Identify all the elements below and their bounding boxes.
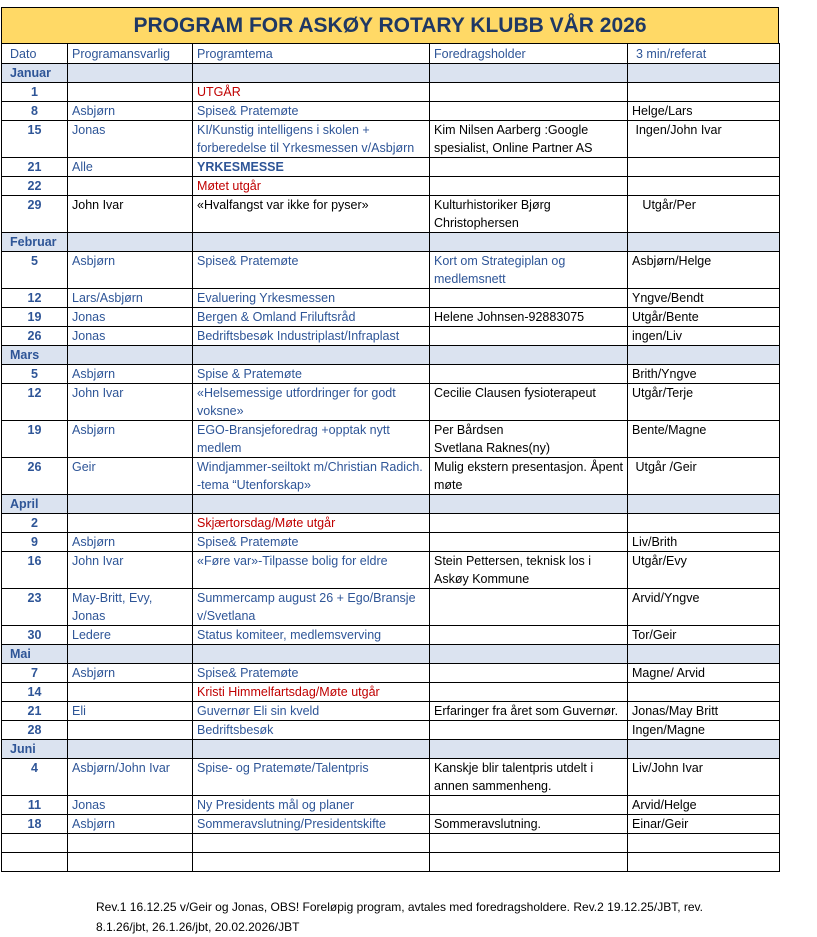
table-row: [2, 196, 780, 233]
empty-cell: [68, 853, 193, 872]
cell-referat: ingen/Liv: [628, 327, 780, 346]
cell-referat: Jonas/May Britt: [628, 702, 780, 721]
cell-programtema: UTGÅR: [193, 83, 430, 102]
month-row: [2, 495, 780, 514]
empty-cell: [193, 834, 430, 853]
month-cell: [68, 740, 193, 759]
cell-dato: 28: [2, 721, 68, 740]
cell-dato: 26: [2, 327, 68, 346]
cell-programansvarlig: Asbjørn: [68, 421, 193, 458]
cell-dato: 11: [2, 796, 68, 815]
cell-programansvarlig: John Ivar: [68, 196, 193, 233]
cell-foredragsholder: Mulig ekstern presentasjon. Åpent møte: [430, 458, 628, 495]
cell-referat: [628, 158, 780, 177]
table-row: [2, 589, 780, 626]
cell-referat: Einar/Geir: [628, 815, 780, 834]
cell-referat: Magne/ Arvid: [628, 664, 780, 683]
cell-programansvarlig: Asbjørn: [68, 252, 193, 289]
table-row: [2, 721, 780, 740]
cell-dato: 18: [2, 815, 68, 834]
month-cell: [628, 740, 780, 759]
cell-programtema: Spise& Pratemøte: [193, 102, 430, 121]
empty-cell: [628, 834, 780, 853]
cell-referat: [628, 177, 780, 196]
cell-programansvarlig: Jonas: [68, 121, 193, 158]
table-row: [2, 796, 780, 815]
cell-dato: 15: [2, 121, 68, 158]
cell-programansvarlig: Asbjørn: [68, 533, 193, 552]
cell-referat: Arvid/Yngve: [628, 589, 780, 626]
table-row: [2, 552, 780, 589]
cell-programansvarlig: Asbjørn: [68, 815, 193, 834]
table-row: [2, 177, 780, 196]
cell-foredragsholder: Kanskje blir talentpris utdelt i annen sammenheng.: [430, 759, 628, 796]
cell-dato: 9: [2, 533, 68, 552]
header-row: [2, 44, 780, 64]
empty-cell: [68, 834, 193, 853]
month-cell: [193, 64, 430, 83]
cell-referat: [628, 683, 780, 702]
cell-dato: 19: [2, 308, 68, 327]
cell-dato: 2: [2, 514, 68, 533]
cell-foredragsholder: [430, 83, 628, 102]
month-cell: [68, 495, 193, 514]
table-row: [2, 121, 780, 158]
cell-programtema: EGO-Bransjeforedrag +opptak nytt medlem: [193, 421, 430, 458]
cell-programansvarlig: Asbjørn: [68, 102, 193, 121]
cell-dato: 1: [2, 83, 68, 102]
cell-programansvarlig: [68, 683, 193, 702]
month-cell: [628, 495, 780, 514]
cell-foredragsholder: Helene Johnsen-92883075: [430, 308, 628, 327]
cell-dato: 7: [2, 664, 68, 683]
cell-referat: Tor/Geir: [628, 626, 780, 645]
cell-programtema: YRKESMESSE: [193, 158, 430, 177]
cell-foredragsholder: Kim Nilsen Aarberg :Google spesialist, Online Partner AS: [430, 121, 628, 158]
month-cell: [430, 64, 628, 83]
cell-dato: 29: [2, 196, 68, 233]
cell-referat: Ingen/John Ivar: [628, 121, 780, 158]
cell-referat: Ingen/Magne: [628, 721, 780, 740]
cell-programtema: «Helsemessige utfordringer for godt voksne»: [193, 384, 430, 421]
cell-foredragsholder: Kort om Strategiplan og medlemsnett: [430, 252, 628, 289]
month-cell: [193, 645, 430, 664]
header-referat: 3 min/referat: [628, 44, 780, 64]
empty-row: [2, 853, 780, 872]
cell-programansvarlig: John Ivar: [68, 384, 193, 421]
cell-dato: 14: [2, 683, 68, 702]
cell-programtema: Møtet utgår: [193, 177, 430, 196]
table-row: [2, 533, 780, 552]
table-row: [2, 327, 780, 346]
cell-programtema: Guvernør Eli sin kveld: [193, 702, 430, 721]
header-foredragsholder: Foredragsholder: [430, 44, 628, 64]
cell-programtema: KI/Kunstig intelligens i skolen + forberedelse til Yrkesmessen v/Asbjørn: [193, 121, 430, 158]
cell-programtema: Bergen & Omland Friluftsråd: [193, 308, 430, 327]
month-row: [2, 645, 780, 664]
cell-foredragsholder: [430, 589, 628, 626]
cell-programtema: Skjærtorsdag/Møte utgår: [193, 514, 430, 533]
month-label: Mai: [2, 645, 68, 664]
month-label: April: [2, 495, 68, 514]
cell-foredragsholder: [430, 664, 628, 683]
cell-dato: 8: [2, 102, 68, 121]
table-row: [2, 815, 780, 834]
empty-row: [2, 834, 780, 853]
month-cell: [68, 64, 193, 83]
cell-programansvarlig: Ledere: [68, 626, 193, 645]
table-row: [2, 83, 780, 102]
table-row: [2, 158, 780, 177]
cell-dato: 5: [2, 365, 68, 384]
cell-referat: Bente/Magne: [628, 421, 780, 458]
month-label: Juni: [2, 740, 68, 759]
empty-cell: [2, 853, 68, 872]
table-row: [2, 421, 780, 458]
cell-programansvarlig: Eli: [68, 702, 193, 721]
program-table: [1, 43, 780, 872]
table-row: [2, 289, 780, 308]
cell-dato: 23: [2, 589, 68, 626]
empty-cell: [628, 853, 780, 872]
cell-programansvarlig: May-Britt, Evy, Jonas: [68, 589, 193, 626]
cell-referat: Utgår/Bente: [628, 308, 780, 327]
empty-cell: [2, 834, 68, 853]
cell-programtema: «Hvalfangst var ikke for pyser»: [193, 196, 430, 233]
month-row: [2, 740, 780, 759]
cell-foredragsholder: Sommeravslutning.: [430, 815, 628, 834]
month-row: [2, 64, 780, 83]
table-row: [2, 102, 780, 121]
cell-programtema: Bedriftsbesøk Industriplast/Infraplast: [193, 327, 430, 346]
cell-programtema: Spise- og Pratemøte/Talentpris: [193, 759, 430, 796]
month-cell: [193, 346, 430, 365]
cell-referat: Liv/John Ivar: [628, 759, 780, 796]
header-programtema: Programtema: [193, 44, 430, 64]
month-cell: [628, 346, 780, 365]
cell-foredragsholder: [430, 158, 628, 177]
month-row: [2, 233, 780, 252]
month-label: Mars: [2, 346, 68, 365]
header-dato: Dato: [2, 44, 68, 64]
cell-dato: 30: [2, 626, 68, 645]
cell-referat: Liv/Brith: [628, 533, 780, 552]
cell-programansvarlig: John Ivar: [68, 552, 193, 589]
table-row: [2, 664, 780, 683]
cell-referat: Yngve/Bendt: [628, 289, 780, 308]
cell-programansvarlig: Jonas: [68, 796, 193, 815]
table-row: [2, 458, 780, 495]
cell-programtema: Ny Presidents mål og planer: [193, 796, 430, 815]
program-sheet: [1, 7, 779, 872]
month-cell: [68, 233, 193, 252]
page-title: PROGRAM FOR ASKØY ROTARY KLUBB VÅR 2026: [1, 7, 779, 44]
cell-programansvarlig: Jonas: [68, 327, 193, 346]
cell-foredragsholder: [430, 533, 628, 552]
cell-dato: 21: [2, 702, 68, 721]
cell-programtema: Bedriftsbesøk: [193, 721, 430, 740]
month-cell: [628, 233, 780, 252]
cell-dato: 4: [2, 759, 68, 796]
cell-foredragsholder: [430, 289, 628, 308]
cell-programtema: Status komiteer, medlemsverving: [193, 626, 430, 645]
month-cell: [68, 346, 193, 365]
table-row: [2, 252, 780, 289]
cell-dato: 12: [2, 384, 68, 421]
cell-foredragsholder: [430, 365, 628, 384]
cell-referat: Utgår/Evy: [628, 552, 780, 589]
cell-dato: 16: [2, 552, 68, 589]
cell-dato: 19: [2, 421, 68, 458]
cell-programtema: «Føre var»-Tilpasse bolig for eldre: [193, 552, 430, 589]
table-row: [2, 759, 780, 796]
empty-cell: [193, 853, 430, 872]
cell-foredragsholder: Stein Pettersen, teknisk los i Askøy Kommune: [430, 552, 628, 589]
cell-dato: 21: [2, 158, 68, 177]
cell-foredragsholder: [430, 683, 628, 702]
cell-programtema: Spise& Pratemøte: [193, 664, 430, 683]
cell-programansvarlig: [68, 721, 193, 740]
cell-foredragsholder: [430, 514, 628, 533]
month-cell: [193, 233, 430, 252]
cell-programtema: Spise& Pratemøte: [193, 533, 430, 552]
cell-foredragsholder: [430, 721, 628, 740]
month-cell: [193, 740, 430, 759]
cell-foredragsholder: [430, 177, 628, 196]
cell-foredragsholder: Per Bårdsen Svetlana Raknes(ny): [430, 421, 628, 458]
cell-foredragsholder: Erfaringer fra året som Guvernør.: [430, 702, 628, 721]
cell-programtema: Summercamp august 26 + Ego/Bransje v/Svetlana: [193, 589, 430, 626]
cell-programansvarlig: [68, 83, 193, 102]
cell-referat: Helge/Lars: [628, 102, 780, 121]
revision-note: Rev.1 16.12.25 v/Geir og Jonas, OBS! Foreløpig program, avtales med foredragsholdere. Rev.2 19.12.25/JBT, rev. 8.1.26/jbt, 26.1.26/jbt, 20.02.2026/JBT: [96, 900, 703, 934]
month-cell: [68, 645, 193, 664]
month-cell: [430, 740, 628, 759]
month-cell: [628, 645, 780, 664]
cell-foredragsholder: [430, 102, 628, 121]
month-row: [2, 346, 780, 365]
cell-referat: [628, 514, 780, 533]
month-label: Januar: [2, 64, 68, 83]
table-row: [2, 308, 780, 327]
table-row: [2, 683, 780, 702]
cell-referat: Arvid/Helge: [628, 796, 780, 815]
month-cell: [628, 64, 780, 83]
cell-programansvarlig: Asbjørn/John Ivar: [68, 759, 193, 796]
table-row: [2, 365, 780, 384]
month-cell: [430, 346, 628, 365]
month-cell: [193, 495, 430, 514]
cell-programansvarlig: Geir: [68, 458, 193, 495]
cell-dato: 12: [2, 289, 68, 308]
cell-programtema: Kristi Himmelfartsdag/Møte utgår: [193, 683, 430, 702]
cell-programtema: Windjammer-seiltokt m/Christian Radich. -tema “Utenforskap»: [193, 458, 430, 495]
cell-referat: Utgår/Per: [628, 196, 780, 233]
cell-programansvarlig: Jonas: [68, 308, 193, 327]
cell-programansvarlig: Alle: [68, 158, 193, 177]
cell-dato: 5: [2, 252, 68, 289]
cell-programtema: Spise & Pratemøte: [193, 365, 430, 384]
table-row: [2, 514, 780, 533]
cell-foredragsholder: [430, 796, 628, 815]
cell-dato: 26: [2, 458, 68, 495]
cell-programtema: Sommeravslutning/Presidentskifte: [193, 815, 430, 834]
cell-programansvarlig: [68, 514, 193, 533]
month-cell: [430, 233, 628, 252]
cell-referat: Utgår /Geir: [628, 458, 780, 495]
cell-programansvarlig: Asbjørn: [68, 664, 193, 683]
cell-programtema: Spise& Pratemøte: [193, 252, 430, 289]
empty-cell: [430, 834, 628, 853]
month-label: Februar: [2, 233, 68, 252]
cell-dato: 22: [2, 177, 68, 196]
cell-foredragsholder: [430, 626, 628, 645]
cell-referat: [628, 83, 780, 102]
cell-programansvarlig: Asbjørn: [68, 365, 193, 384]
month-cell: [430, 495, 628, 514]
table-row: [2, 626, 780, 645]
cell-programtema: Evaluering Yrkesmessen: [193, 289, 430, 308]
empty-cell: [430, 853, 628, 872]
cell-referat: Asbjørn/Helge: [628, 252, 780, 289]
cell-referat: Brith/Yngve: [628, 365, 780, 384]
cell-foredragsholder: Kulturhistoriker Bjørg Christophersen: [430, 196, 628, 233]
cell-referat: Utgår/Terje: [628, 384, 780, 421]
cell-foredragsholder: Cecilie Clausen fysioterapeut: [430, 384, 628, 421]
cell-foredragsholder: [430, 327, 628, 346]
table-row: [2, 702, 780, 721]
table-row: [2, 384, 780, 421]
cell-programansvarlig: Lars/Asbjørn: [68, 289, 193, 308]
cell-programansvarlig: [68, 177, 193, 196]
month-cell: [430, 645, 628, 664]
header-programansvarlig: Programansvarlig: [68, 44, 193, 64]
